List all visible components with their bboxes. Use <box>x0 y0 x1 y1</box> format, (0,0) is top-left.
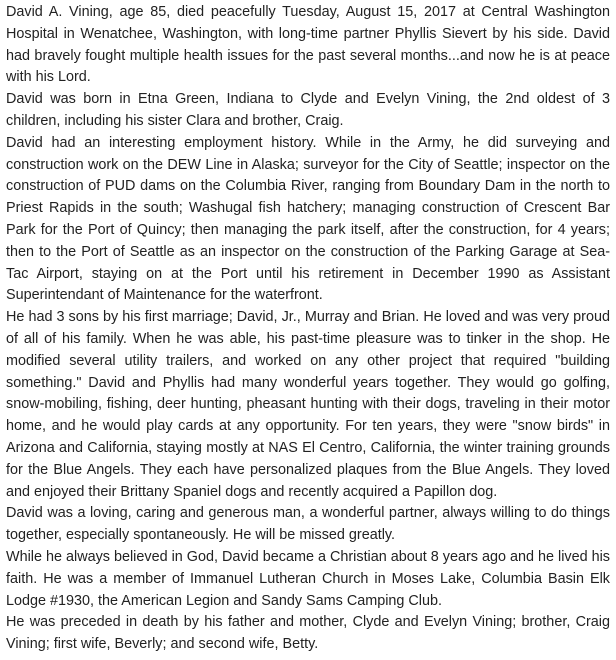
paragraph-family-hobbies: He had 3 sons by his first marriage; David, Jr., Murray and Brian. He loved and was very proud of all of his family. When he was able, his past-time pleasure was to tinker in the shop. He modified several utility trailers, and worked on any other project that required "building something." David and Phyllis had many wonderful years together. They would go golfing, snow-mobiling, fishing, deer hunting, pheasant hunting with their dogs, traveling in their motor home, and he would play cards at any opportunity. For ten years, they were "snow birds" in Arizona and California, staying mostly at NAS El Centro, California, the winter training grounds for the Blue Angels. They each have personalized plaques from the Blue Angels. They loved and enjoyed their Brittany Spaniel dogs and recently acquired a Papillon dog. <box>6 309 610 500</box>
paragraph-faith-memberships: While he always believed in God, David became a Christian about 8 years ago and he lived his faith. He was a member of Immanuel Lutheran Church in Moses Lake, Columbia Basin Elk Lodge #1930, the American Legion and Sandy Sams Camping Club. <box>6 548 610 609</box>
paragraph-birth-family: David was born in Etna Green, Indiana to Clyde and Evelyn Vining, the 2nd oldest of 3 children, including his sister Clara and brother, Craig. <box>6 91 610 129</box>
paragraph-death-announcement: David A. Vining, age 85, died peacefully Tuesday, August 15, 2017 at Central Washington Hospital in Wenatchee, Washington, with long-time partner Phyllis Sievert by his side. David had bravely fought multiple health issues for the past several months...and now he is at peace with his Lord. <box>6 4 610 86</box>
paragraph-preceded-in-death: He was preceded in death by his father and mother, Clyde and Evelyn Vining; brother, Craig Vining; first wife, Beverly; and second wife, Betty. <box>6 614 610 653</box>
paragraph-employment-history: David had an interesting employment history. While in the Army, he did surveying and construction work on the DEW Line in Alaska; surveyor for the City of Seattle; inspector on the construction of PUD dams on the Columbia River, ranging from Boundary Dam in the north to Priest Rapids in the south; Washugal fish hatchery; managing construction of Crescent Bar Park for the Port of Quincy; then managing the park itself, after the construction, for 4 years; then to the Port of Seattle as an inspector on the construction of the Parking Garage at Sea-Tac Airport, staying on at the Port until his retirement in December 1990 as Assistant Superintendant of Maintenance for the waterfront. <box>6 134 610 304</box>
paragraph-character: David was a loving, caring and generous man, a wonderful partner, always willing to do things together, especially spontaneously. He will be missed greatly. <box>6 505 610 544</box>
